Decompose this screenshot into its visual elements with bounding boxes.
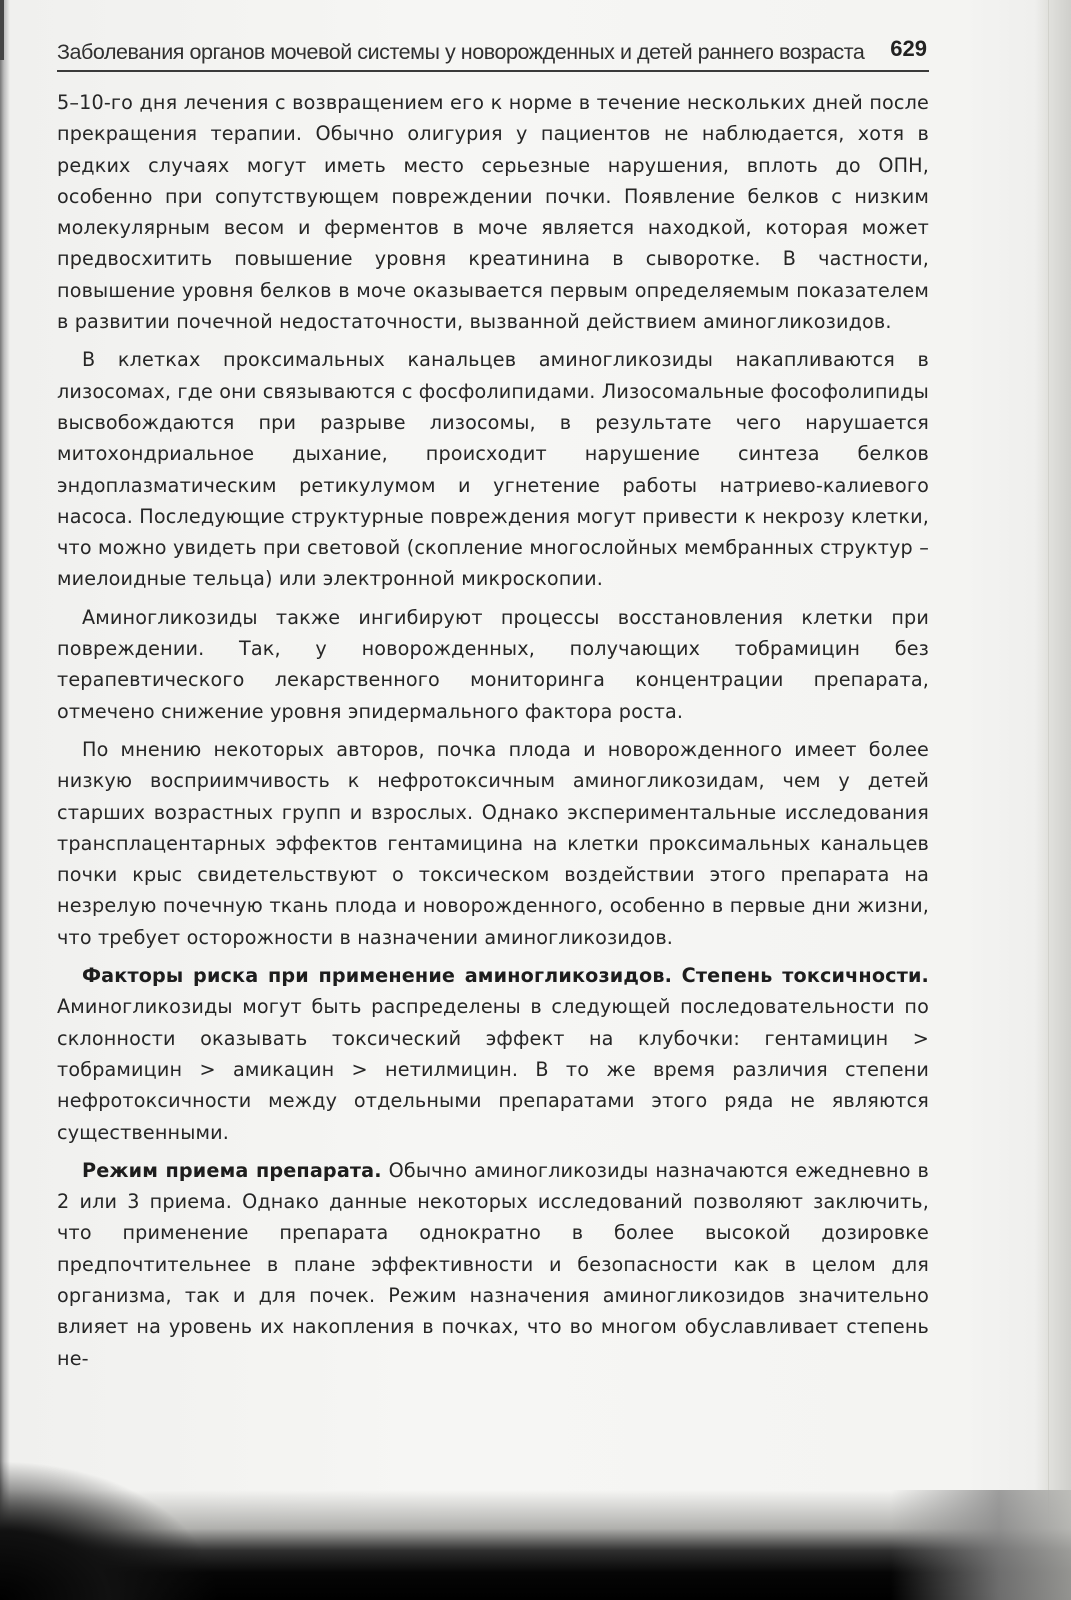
scan-bottom-left-shadow	[0, 1460, 220, 1600]
paragraph-6-text: Обычно аминогликозиды назначаются ежедневно в 2 или 3 приема. Однако данные некоторых исследований позволяют заключить, что применение препарата однократно в более высокой дозировке предпочтительнее в плане эффективности и безопасности как в целом для организма, так и для почек. Режим назначения аминогликозидов значительно влияет на уровень их накопления в почках, что во многом обуславливает степень не-	[57, 1158, 929, 1370]
page-right-shadow	[1035, 0, 1071, 1600]
paragraph-6	[57, 1155, 929, 1374]
paragraph-5	[57, 960, 929, 1148]
paragraph-3	[57, 602, 929, 727]
paragraph-2-text: В клетках проксимальных канальцев аминогликозиды накапливаются в лизосомах, где они связываются с фосфолипидами. Лизосомальные фософолипиды высвобождаются при разрыве лизосомы, в результате чего нарушается митохондриальное дыхание, происходит нарушение синтеза белков эндоплазматическим ретикулумом и угнетение работы натриево-калиевого насоса. Последующие структурные повреждения могут привести к некрозу клетки, что можно увидеть при световой (скопление многослойных мембранных структур – миелоидные тельца) или электронной микроскопии.	[57, 348, 929, 591]
page-number: 629	[890, 36, 927, 61]
paragraph-5-text: Аминогликозиды могут быть распределены в следующей последовательности по склонности оказывать токсический эффект на клубочки: гентамицин > тобрамицин > амикацин > нетилмицин. В то же время различия степени нефротоксичности между отдельными препаратами этого ряда не являются существенными.	[57, 995, 929, 1144]
paragraph-1	[57, 87, 929, 337]
scan-bottom-right-shadow	[891, 1490, 1071, 1600]
section-heading-toxicity: Факторы риска при применение аминогликозидов. Степень токсичности.	[82, 964, 929, 988]
paragraph-4-text: По мнению некоторых авторов, почка плода и новорожденного имеет более низкую восприимчивость к нефротоксичным аминогликозидам, чем у детей старших возрастных групп и взрослых. Однако экспериментальные исследования трансплацентарных эффектов гентамицина на клетки проксимальных канальцев почки крыс свидетельствуют о токсическом воздействии этого препарата на незрелую почечную ткань плода и новорожденного, особенно в первые дни жизни, что требует осторожности в назначении аминогликозидов.	[57, 737, 929, 949]
paragraph-4	[57, 734, 929, 953]
header-rule	[57, 70, 929, 72]
page-left-shadow	[0, 0, 10, 1600]
section-heading-dosing: Режим приема препарата.	[82, 1158, 382, 1182]
running-head-title: Заболевания органов мочевой системы у новорожденных и детей раннего возраста	[57, 40, 865, 64]
paragraph-3-text: Аминогликозиды также ингибируют процессы восстановления клетки при повреждении. Так, у новорожденных, получающих тобрамицин без терапевтического лекарственного мониторинга концентрации препарата, отмечено снижение уровня эпидермального фактора роста.	[57, 605, 929, 723]
paragraph-2	[57, 344, 929, 594]
text-body	[57, 87, 929, 1381]
running-head	[57, 34, 927, 74]
paragraph-1-text: 5–10-го дня лечения с возвращением его к норме в течение нескольких дней после прекращения терапии. Обычно олигурия у пациентов не наблюдается, хотя в редких случаях могут иметь место серьезные нарушения, вплоть до ОПН, особенно при сопутствующем повреждении почки. Появление белков с низким молекулярным весом и ферментов в моче является находкой, которая может предвосхитить повышение уровня креатинина в сыворотке. В частности, повышение уровня белков в моче оказывается первым определяемым показателем в развитии почечной недостаточности, вызванной действием аминогликозидов.	[57, 91, 929, 334]
page-edge-mark	[0, 0, 4, 60]
page-right-edge	[1048, 0, 1049, 1600]
